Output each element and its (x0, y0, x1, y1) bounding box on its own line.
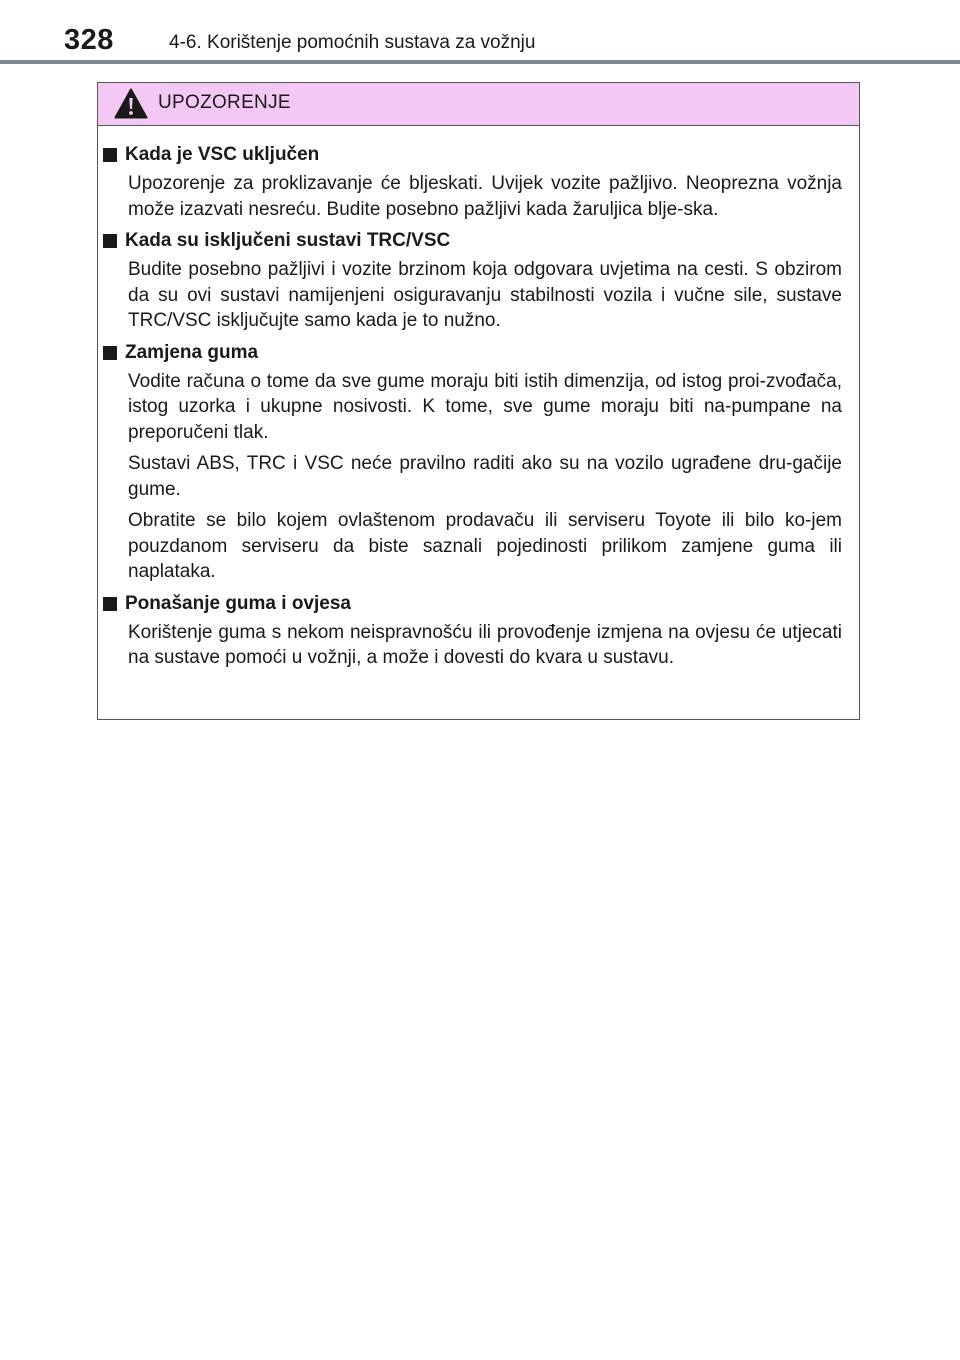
item-heading-text: Ponašanje guma i ovjesa (125, 592, 351, 614)
item-heading (103, 339, 842, 367)
header-rule (0, 60, 960, 64)
item-heading-text: Kada su isključeni sustavi TRC/VSC (125, 230, 451, 251)
item-heading (103, 590, 842, 618)
page-number: 328 (64, 24, 114, 56)
square-bullet-icon (103, 148, 117, 162)
warning-title: UPOZORENJE (158, 92, 291, 113)
square-bullet-icon (103, 234, 117, 248)
warning-body (98, 126, 859, 671)
square-bullet-icon (103, 346, 117, 360)
square-bullet-icon (103, 597, 117, 611)
item-heading (103, 141, 842, 169)
item-paragraph: Upozorenje za proklizavanje će bljeskati. Uvijek vozite pažljivo. Neoprezna vožnja može izazvati nesreću. Budite posebno pažljivi kada žaruljica blje-ska. (128, 173, 842, 220)
item-paragraph: Vodite računa o tome da sve gume moraju biti istih dimenzija, od istog proi-zvođača, istog uzorka i ukupne nosivosti. K tome, sve gume moraju biti na-pumpane na preporučeni tlak. (128, 370, 842, 443)
warning-header (98, 83, 859, 126)
item-paragraph: Sustavi ABS, TRC i VSC neće pravilno raditi ako su na vozilo ugrađene dru-gačije gume. (128, 453, 842, 500)
item-heading (103, 227, 842, 255)
item-heading-text: Kada je VSC uključen (125, 144, 320, 165)
item-paragraph: Korištenje guma s nekom neispravnošću ili provođenje izmjena na ovjesu će utjecati na sustave pomoći u vožnji, a može i dovesti do kvara u sustavu. (128, 621, 842, 668)
item-paragraph: Obratite se bilo kojem ovlaštenom prodavaču ili serviseru Toyote ili bilo ko-jem pouzdanom serviseru da biste saznali pojedinosti prilikom zamjene guma ili naplataka. (128, 510, 842, 582)
item-heading-text: Zamjena guma (125, 341, 259, 363)
warning-box (97, 82, 860, 720)
item-paragraph: Budite posebno pažljivi i vozite brzinom koja odgovara uvjetima na cesti. S obzirom da su ovi sustavi namijenjeni osiguravanju stabilnosti vozila i vučne sile, sustave TRC/VSC isključujte samo kada je to nužno. (128, 259, 842, 331)
warning-triangle-icon (114, 88, 148, 119)
section-title: 4-6. Korištenje pomoćnih sustava za vožnju (169, 32, 536, 53)
page-header (0, 0, 960, 62)
